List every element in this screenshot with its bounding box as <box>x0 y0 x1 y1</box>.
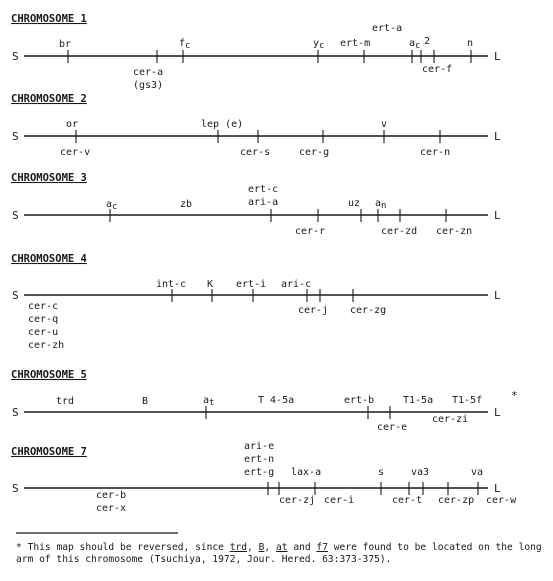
gene-label: cer-j <box>298 305 329 316</box>
gene-label: ert-m <box>340 38 371 49</box>
chromosome-5-long-arm-label: L <box>494 406 501 419</box>
gene-label: cer-a <box>133 67 164 78</box>
gene-label: zb <box>180 199 193 210</box>
gene-label: yc <box>313 38 325 51</box>
gene-label: or <box>66 119 79 130</box>
chromosome-7 <box>11 441 517 514</box>
gene-label: cer-r <box>295 226 326 237</box>
chromosome-1-long-arm-label: L <box>494 50 501 63</box>
chromosome-4 <box>11 253 501 351</box>
chromosome-7-long-arm-label: L <box>494 482 501 495</box>
gene-label: cer-i <box>324 495 355 506</box>
chromosome-5 <box>11 369 518 433</box>
gene-label: at <box>203 395 215 408</box>
gene-label: cer-q <box>28 314 59 325</box>
chromosome-2 <box>11 93 501 158</box>
gene-label: ari-c <box>281 279 312 290</box>
chromosome-2-long-arm-label: L <box>494 130 501 143</box>
gene-label: cer-f <box>422 64 453 75</box>
gene-symbol: trd <box>229 542 248 553</box>
gene-label: cer-zj <box>279 495 316 506</box>
gene-label: cer-g <box>299 147 330 158</box>
gene-label: cer-t <box>392 495 423 506</box>
gene-label: ert-c <box>248 184 279 195</box>
gene-label: cer-zp <box>438 495 475 506</box>
gene-label: s <box>378 467 385 478</box>
gene-label: int-c <box>156 279 187 290</box>
gene-label: K <box>207 279 214 290</box>
gene-label: va3 <box>411 467 430 478</box>
gene-label: cer-zi <box>432 414 469 425</box>
gene-label: cer-v <box>60 147 91 158</box>
gene-label: cer-u <box>28 327 59 338</box>
chromosome-3 <box>11 172 501 237</box>
gene-label: cer-zg <box>350 305 387 316</box>
gene-label: (gs3) <box>133 80 164 91</box>
gene-label: trd <box>56 396 75 407</box>
chromosome-5-title: CHROMOSOME 5 <box>11 369 87 381</box>
footnote-asterisk: * <box>16 542 22 553</box>
footnote-text: were found to be located on the long arm of this chromosome (Tsuchiya, 1972, Jour. Hered. 63:373-375). <box>16 542 542 565</box>
gene-label: cer-zh <box>28 340 65 351</box>
gene-label: ert-b <box>344 395 375 406</box>
chromosome-3-title: CHROMOSOME 3 <box>11 172 87 184</box>
gene-label: B <box>142 396 149 407</box>
gene-label: T1-5f <box>452 395 483 406</box>
chromosome-1 <box>11 13 501 91</box>
gene-label: ac <box>409 38 421 51</box>
chromosome-7-short-arm-label: S <box>12 482 19 495</box>
gene-label: cer-w <box>486 495 517 506</box>
chromosome-2-title: CHROMOSOME 2 <box>11 93 87 105</box>
gene-label: cer-s <box>240 147 271 158</box>
gene-symbol: B <box>258 542 265 553</box>
gene-label: va <box>471 467 484 478</box>
chromosome-5-short-arm-label: S <box>12 406 19 419</box>
gene-label: cer-b <box>96 490 127 501</box>
reversal-asterisk: * <box>511 389 518 402</box>
gene-label: n <box>467 38 474 49</box>
gene-label: cer-c <box>28 301 59 312</box>
chromosome-1-short-arm-label: S <box>12 50 19 63</box>
gene-label: cer-zd <box>381 226 418 237</box>
chromosome-4-title: CHROMOSOME 4 <box>11 253 87 265</box>
gene-label: ari-a <box>248 197 279 208</box>
gene-label: ert-g <box>244 467 275 478</box>
footnote: * This map should be reversed, since trd, B, at and f7 were found to be located on the long arm of this chromosome (Tsuchiya, 1972, Jour. Hered. 63:373-375). <box>16 542 542 565</box>
gene-label: ert-a <box>372 23 403 34</box>
gene-label: lep (e) <box>201 119 244 130</box>
gene-label: cer-e <box>377 422 408 433</box>
gene-label: v <box>381 119 388 130</box>
gene-label: cer-n <box>420 147 451 158</box>
gene-label: ac <box>106 199 118 212</box>
chromosome-7-title: CHROMOSOME 7 <box>11 446 87 458</box>
gene-label: uz <box>348 198 361 209</box>
gene-label: an <box>375 198 387 211</box>
gene-label: cer-x <box>96 503 127 514</box>
chromosome-3-long-arm-label: L <box>494 209 501 222</box>
gene-label: fc <box>179 38 191 51</box>
chromosome-4-short-arm-label: S <box>12 289 19 302</box>
gene-symbol: at <box>275 542 288 553</box>
gene-label: 2 <box>424 36 431 47</box>
gene-label: ari-e <box>244 441 275 452</box>
chromosome-4-long-arm-label: L <box>494 289 501 302</box>
gene-label: T1-5a <box>403 395 434 406</box>
gene-label: lax-a <box>291 467 322 478</box>
gene-label: ert-i <box>236 279 267 290</box>
gene-label: br <box>59 39 72 50</box>
gene-label: ert-n <box>244 454 275 465</box>
chromosome-1-title: CHROMOSOME 1 <box>11 13 87 25</box>
chromosome-2-short-arm-label: S <box>12 130 19 143</box>
gene-label: cer-zn <box>436 226 473 237</box>
gene-symbol: f7 <box>316 542 328 553</box>
footnote-text: and <box>293 542 311 553</box>
chromosome-3-short-arm-label: S <box>12 209 19 222</box>
footnote-text: This map should be reversed, since <box>27 542 224 553</box>
gene-label: T 4-5a <box>258 395 295 406</box>
